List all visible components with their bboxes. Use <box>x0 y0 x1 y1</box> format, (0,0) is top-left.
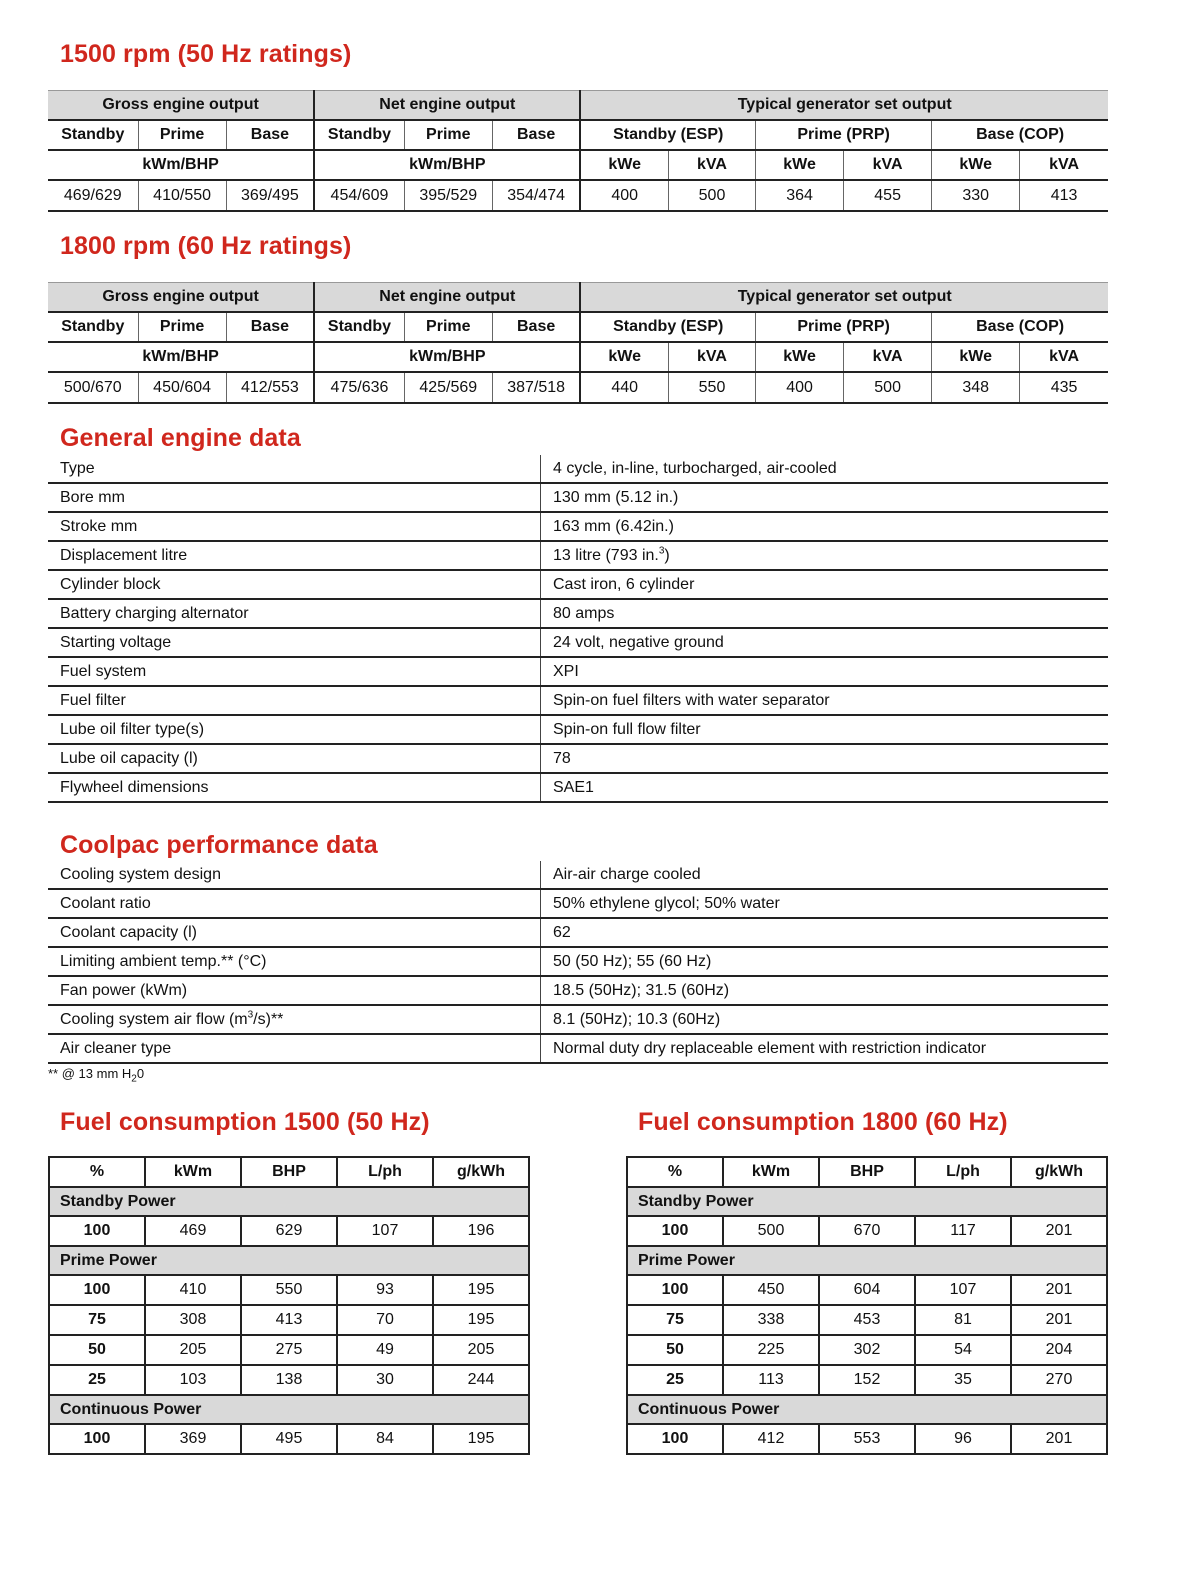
value-cell: 348 <box>932 372 1020 403</box>
spec-value: 130 mm (5.12 in.) <box>541 483 1109 512</box>
cell-gkwh: 204 <box>1011 1335 1107 1365</box>
cell-kwm: 500 <box>723 1216 819 1246</box>
table-row <box>627 1305 1107 1335</box>
spec-row <box>48 483 1108 512</box>
spec-label: Air cleaner type <box>48 1034 541 1063</box>
cell-gkwh: 196 <box>433 1216 529 1246</box>
spec-row <box>48 686 1108 715</box>
cell-kwm: 308 <box>145 1305 241 1335</box>
cell-kwm: 113 <box>723 1365 819 1395</box>
value-cell: 395/529 <box>404 180 492 211</box>
spec-label: Cooling system design <box>48 861 541 889</box>
value-cell: 413 <box>1020 180 1108 211</box>
col-base: Base <box>226 312 314 342</box>
value-cell: 500 <box>844 372 932 403</box>
unit-kwe: kWe <box>756 342 844 372</box>
unit-kwe: kWe <box>580 150 668 180</box>
cell-lph: 107 <box>915 1275 1011 1305</box>
unit-kva: kVA <box>1020 150 1108 180</box>
spec-label: Starting voltage <box>48 628 541 657</box>
col-gkwh: g/kWh <box>1011 1157 1107 1187</box>
cell-bhp: 275 <box>241 1335 337 1365</box>
cell-bhp: 302 <box>819 1335 915 1365</box>
value-cell: 425/569 <box>404 372 492 403</box>
spec-row <box>48 1034 1108 1063</box>
ratings-50hz-heading: 1500 rpm (50 Hz ratings) <box>60 40 352 68</box>
general-engine-table <box>48 455 1108 803</box>
cell-lph: 81 <box>915 1305 1011 1335</box>
group-gross: Gross engine output <box>48 283 314 313</box>
col-percent: % <box>49 1157 145 1187</box>
value-cell: 330 <box>932 180 1020 211</box>
spec-row <box>48 512 1108 541</box>
unit-kwm-bhp: kWm/BHP <box>48 342 314 372</box>
spec-value: 50% ethylene glycol; 50% water <box>541 889 1109 918</box>
spec-row <box>48 773 1108 802</box>
unit-kwe: kWe <box>756 150 844 180</box>
spec-label: Cooling system air flow $(m^3/s)**$ <box>48 1005 541 1034</box>
col-standby: Standby <box>314 312 404 342</box>
col-standby-esp: Standby (ESP) <box>580 120 755 150</box>
table-row <box>49 1335 529 1365</box>
col-prime: Prime <box>138 120 226 150</box>
spec-label: Lube oil capacity (l) <box>48 744 541 773</box>
unit-kva: kVA <box>1020 342 1108 372</box>
cell-gkwh: 195 <box>433 1305 529 1335</box>
spec-value: 50 (50 Hz); 55 (60 Hz) <box>541 947 1109 976</box>
fuel-50hz-heading: Fuel consumption 1500 (50 Hz) <box>60 1108 430 1136</box>
group-net: Net engine output <box>314 91 580 121</box>
unit-kwm-bhp: kWm/BHP <box>314 150 580 180</box>
unit-kwm-bhp: kWm/BHP <box>314 342 580 372</box>
table-row <box>627 1365 1107 1395</box>
spec-label: Stroke mm <box>48 512 541 541</box>
value-cell: 500/670 <box>48 372 138 403</box>
spec-row <box>48 918 1108 947</box>
spec-label: Fan power (kWm) <box>48 976 541 1005</box>
section-continuous-power: Continuous Power <box>627 1395 1107 1424</box>
col-bhp: BHP <box>819 1157 915 1187</box>
spec-row <box>48 541 1108 570</box>
col-prime: Prime <box>404 312 492 342</box>
spec-value: 4 cycle, in-line, turbocharged, air-cooled <box>541 455 1109 483</box>
coolpac-heading: Coolpac performance data <box>60 831 378 859</box>
cell-bhp: 138 <box>241 1365 337 1395</box>
spec-row <box>48 889 1108 918</box>
fuel-60hz-table <box>626 1156 1108 1455</box>
value-cell: 440 <box>580 372 668 403</box>
spec-row <box>48 861 1108 889</box>
cell-bhp: 629 <box>241 1216 337 1246</box>
table-row <box>49 1424 529 1454</box>
spec-value: 13 litre (793 in.$^3$) <box>541 541 1109 570</box>
col-base-cop: Base (COP) <box>932 312 1108 342</box>
col-standby-esp: Standby (ESP) <box>580 312 755 342</box>
cell-bhp: 553 <box>819 1424 915 1454</box>
value-cell: 387/518 <box>492 372 580 403</box>
spec-value: 8.1 (50Hz); 10.3 (60Hz) <box>541 1005 1109 1034</box>
value-cell: 469/629 <box>48 180 138 211</box>
col-prime: Prime <box>404 120 492 150</box>
spec-row <box>48 976 1108 1005</box>
spec-label: Fuel system <box>48 657 541 686</box>
cell-lph: 107 <box>337 1216 433 1246</box>
fuel-60hz-heading: Fuel consumption 1800 (60 Hz) <box>638 1108 1008 1136</box>
col-prime: Prime <box>138 312 226 342</box>
spec-value: 18.5 (50Hz); 31.5 (60Hz) <box>541 976 1109 1005</box>
cell-percent: 100 <box>627 1216 723 1246</box>
spec-value: Cast iron, 6 cylinder <box>541 570 1109 599</box>
value-cell: 369/495 <box>226 180 314 211</box>
cell-lph: 70 <box>337 1305 433 1335</box>
group-gross: Gross engine output <box>48 91 314 121</box>
cell-bhp: 453 <box>819 1305 915 1335</box>
spec-label: Cylinder block <box>48 570 541 599</box>
spec-label: Coolant ratio <box>48 889 541 918</box>
section-prime-power: Prime Power <box>49 1246 529 1275</box>
cell-lph: 54 <box>915 1335 1011 1365</box>
value-cell: 454/609 <box>314 180 404 211</box>
ratings-60hz-heading: 1800 rpm (60 Hz ratings) <box>60 232 352 260</box>
spec-row <box>48 599 1108 628</box>
spec-value: 24 volt, negative ground <box>541 628 1109 657</box>
cell-bhp: 495 <box>241 1424 337 1454</box>
ratings-50hz-table <box>48 90 1108 212</box>
col-prime-prp: Prime (PRP) <box>756 312 932 342</box>
group-genset: Typical generator set output <box>580 91 1108 121</box>
cell-kwm: 410 <box>145 1275 241 1305</box>
unit-kwe: kWe <box>932 150 1020 180</box>
spec-value: 62 <box>541 918 1109 947</box>
unit-kva: kVA <box>668 150 755 180</box>
section-standby-power: Standby Power <box>627 1187 1107 1216</box>
spec-label: Limiting ambient temp.** (°C) <box>48 947 541 976</box>
value-cell: 354/474 <box>492 180 580 211</box>
group-genset: Typical generator set output <box>580 283 1108 313</box>
col-base-cop: Base (COP) <box>932 120 1108 150</box>
cell-gkwh: 205 <box>433 1335 529 1365</box>
value-cell: 455 <box>844 180 932 211</box>
cell-gkwh: 201 <box>1011 1275 1107 1305</box>
cell-percent: 50 <box>49 1335 145 1365</box>
value-cell: 475/636 <box>314 372 404 403</box>
col-base: Base <box>492 312 580 342</box>
spec-row <box>48 1005 1108 1034</box>
cell-kwm: 225 <box>723 1335 819 1365</box>
cell-kwm: 338 <box>723 1305 819 1335</box>
cell-lph: 93 <box>337 1275 433 1305</box>
table-row <box>49 1216 529 1246</box>
cell-percent: 100 <box>627 1275 723 1305</box>
col-percent: % <box>627 1157 723 1187</box>
cell-gkwh: 270 <box>1011 1365 1107 1395</box>
cell-lph: 84 <box>337 1424 433 1454</box>
cell-percent: 100 <box>49 1424 145 1454</box>
col-bhp: BHP <box>241 1157 337 1187</box>
table-row <box>627 1275 1107 1305</box>
unit-kva: kVA <box>844 342 932 372</box>
fuel-50hz-table <box>48 1156 530 1455</box>
spec-label: Coolant capacity (l) <box>48 918 541 947</box>
table-row <box>49 1305 529 1335</box>
cell-gkwh: 244 <box>433 1365 529 1395</box>
cell-lph: 49 <box>337 1335 433 1365</box>
value-cell: 450/604 <box>138 372 226 403</box>
spec-label: Flywheel dimensions <box>48 773 541 802</box>
cell-kwm: 103 <box>145 1365 241 1395</box>
cell-percent: 75 <box>49 1305 145 1335</box>
table-row <box>627 1424 1107 1454</box>
spec-row <box>48 628 1108 657</box>
value-cell: 500 <box>668 180 755 211</box>
cell-percent: 100 <box>627 1424 723 1454</box>
cell-gkwh: 201 <box>1011 1216 1107 1246</box>
col-prime-prp: Prime (PRP) <box>756 120 932 150</box>
spec-value: SAE1 <box>541 773 1109 802</box>
cell-lph: 35 <box>915 1365 1011 1395</box>
unit-kwm-bhp: kWm/BHP <box>48 150 314 180</box>
spec-label: Type <box>48 455 541 483</box>
spec-value: XPI <box>541 657 1109 686</box>
coolpac-table <box>48 861 1108 1064</box>
cell-bhp: 413 <box>241 1305 337 1335</box>
cell-bhp: 550 <box>241 1275 337 1305</box>
spec-value: 78 <box>541 744 1109 773</box>
spec-label: Lube oil filter type(s) <box>48 715 541 744</box>
cell-kwm: 369 <box>145 1424 241 1454</box>
col-kwm: kWm <box>145 1157 241 1187</box>
col-base: Base <box>226 120 314 150</box>
spec-value: Spin-on full flow filter <box>541 715 1109 744</box>
unit-kva: kVA <box>668 342 755 372</box>
col-standby: Standby <box>48 120 138 150</box>
general-heading: General engine data <box>60 424 301 452</box>
cell-percent: 50 <box>627 1335 723 1365</box>
cell-percent: 75 <box>627 1305 723 1335</box>
spec-row <box>48 715 1108 744</box>
cell-kwm: 450 <box>723 1275 819 1305</box>
spec-label: Bore mm <box>48 483 541 512</box>
spec-label: Battery charging alternator <box>48 599 541 628</box>
cell-lph: 30 <box>337 1365 433 1395</box>
value-cell: 364 <box>756 180 844 211</box>
spec-row <box>48 570 1108 599</box>
spec-row <box>48 947 1108 976</box>
cell-bhp: 604 <box>819 1275 915 1305</box>
cell-percent: 100 <box>49 1275 145 1305</box>
table-row <box>627 1216 1107 1246</box>
cell-percent: 100 <box>49 1216 145 1246</box>
col-base: Base <box>492 120 580 150</box>
spec-value: Spin-on fuel filters with water separator <box>541 686 1109 715</box>
spec-label: Fuel filter <box>48 686 541 715</box>
value-cell: 435 <box>1020 372 1108 403</box>
cell-lph: 117 <box>915 1216 1011 1246</box>
value-cell: 410/550 <box>138 180 226 211</box>
table-row <box>49 1275 529 1305</box>
group-net: Net engine output <box>314 283 580 313</box>
spec-row <box>48 455 1108 483</box>
cell-gkwh: 195 <box>433 1424 529 1454</box>
table-row <box>627 1335 1107 1365</box>
section-prime-power: Prime Power <box>627 1246 1107 1275</box>
value-cell: 400 <box>580 180 668 211</box>
section-standby-power: Standby Power <box>49 1187 529 1216</box>
spec-value: Air-air charge cooled <box>541 861 1109 889</box>
cell-gkwh: 201 <box>1011 1424 1107 1454</box>
cell-kwm: 205 <box>145 1335 241 1365</box>
section-continuous-power: Continuous Power <box>49 1395 529 1424</box>
cell-kwm: 469 <box>145 1216 241 1246</box>
col-standby: Standby <box>314 120 404 150</box>
spec-row <box>48 657 1108 686</box>
cell-bhp: 670 <box>819 1216 915 1246</box>
cell-gkwh: 201 <box>1011 1305 1107 1335</box>
spec-value: 163 mm (6.42in.) <box>541 512 1109 541</box>
cell-gkwh: 195 <box>433 1275 529 1305</box>
footnote: ** @ 13 mm $H_20$ <box>48 1066 145 1085</box>
col-lph: L/ph <box>915 1157 1011 1187</box>
col-lph: L/ph <box>337 1157 433 1187</box>
unit-kva: kVA <box>844 150 932 180</box>
cell-bhp: 152 <box>819 1365 915 1395</box>
spec-label: Displacement litre <box>48 541 541 570</box>
spec-row <box>48 744 1108 773</box>
unit-kwe: kWe <box>932 342 1020 372</box>
spec-value: 80 amps <box>541 599 1109 628</box>
cell-kwm: 412 <box>723 1424 819 1454</box>
value-cell: 400 <box>756 372 844 403</box>
col-gkwh: g/kWh <box>433 1157 529 1187</box>
spec-value: Normal duty dry replaceable element with restriction indicator <box>541 1034 1109 1063</box>
col-standby: Standby <box>48 312 138 342</box>
cell-percent: 25 <box>49 1365 145 1395</box>
table-row <box>49 1365 529 1395</box>
cell-percent: 25 <box>627 1365 723 1395</box>
cell-lph: 96 <box>915 1424 1011 1454</box>
unit-kwe: kWe <box>580 342 668 372</box>
col-kwm: kWm <box>723 1157 819 1187</box>
value-cell: 412/553 <box>226 372 314 403</box>
ratings-60hz-table <box>48 282 1108 404</box>
value-cell: 550 <box>668 372 755 403</box>
